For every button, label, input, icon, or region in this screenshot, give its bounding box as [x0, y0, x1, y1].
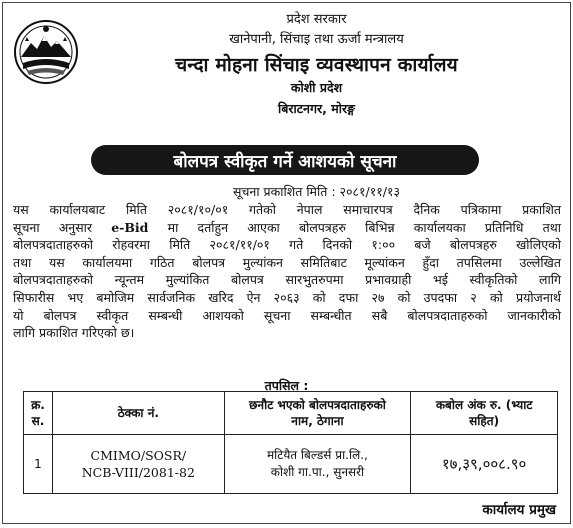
signature-label: कार्यालय प्रमुख	[482, 502, 556, 518]
body-line: सिफारीस भए बमोजिम सार्वजनिक खरिद ऐन २०६३ को दफा २७ को उपदफा २ को प्रयोजनार्थ	[13, 289, 561, 305]
body-line: यो बोलपत्र स्वीकृत सम्बन्धी आशयको सूचना सम्बन्धीत सबै बोलपत्रदाताहरुको जानकारीको	[13, 307, 561, 323]
ministry-label: खानेपानी, सिंचाइ तथा ऊर्जा मन्त्रालय	[229, 32, 404, 47]
table-header-row	[24, 392, 558, 435]
office-title: चन्दा मोहना सिंचाइ व्यवस्थापन कार्यालय	[175, 54, 458, 76]
government-label: प्रदेश सरकार	[286, 12, 347, 27]
cell-bidder: मटियैत बिल्डर्स प्रा.लि., कोशी गा.पा., सुनसरी	[224, 435, 411, 494]
notice-body	[13, 201, 561, 342]
body-line: तथा यस कार्यालयमा गठित बोलपत्र मुल्यांकन समितिबाट मूल्यांकन हुँदा तपसिलमा उल्लेखित	[13, 254, 561, 270]
cell-contract-no: CMIMO/SOSR/ NCB-VIII/2081-82	[52, 435, 224, 494]
location-label: बिराटनगर, मोरङ्ग	[278, 101, 355, 116]
cell-amount: १७,३९,००८.९०	[411, 435, 558, 494]
award-table	[23, 391, 558, 494]
notice-page	[2, 2, 571, 524]
body-line: बोलपत्रदाताहरुको न्यून्तम मुल्यांकित बोलपत्र सारभुतरुपमा प्रभावग्राही भई स्वीकृतिको लागि	[13, 272, 561, 288]
col-contract-no: ठेक्का नं.	[52, 392, 224, 435]
body-line: सूचना अनुसार e-Bid मा दर्ताहुन आएका बोलपत्रहरु बिभिन्न कार्यालयका प्रतिनिधि तथा	[13, 219, 561, 235]
ebid-term: e-Bid	[111, 219, 149, 235]
body-line: लागि प्रकाशित गरिएको छ।	[13, 325, 135, 341]
province-label: कोशी प्रदेश	[290, 80, 343, 95]
col-serial: क्र. स.	[24, 392, 53, 435]
details-heading: तपसिल :	[264, 378, 309, 393]
published-date: सूचना प्रकाशित मिति : २०८१/११/१३	[233, 184, 400, 199]
col-amount: कबोल अंक रु. (भ्याट सहित)	[411, 392, 558, 435]
notice-title: बोलपत्र स्वीकृत गर्ने आशयको सूचना	[173, 151, 397, 172]
body-line: यस कार्यालयबाट मिति २०८१/१०/०१ गतेको नेपाल समाचारपत्र दैनिक पत्रिकामा प्रकाशित	[13, 202, 561, 217]
table-row	[24, 435, 558, 494]
cell-serial: 1	[24, 435, 53, 494]
notice-title-banner	[91, 145, 479, 175]
body-line: बोलपत्रदाताहरुको रोहवरमा मिति २०८१/११/०१ गते दिनको १:०० बजे बोलपत्रहरु खोलिएको	[13, 237, 561, 253]
col-bidder: छनौट भएको बोलपत्रदाताहरुको नाम, ठेगाना	[224, 392, 411, 435]
